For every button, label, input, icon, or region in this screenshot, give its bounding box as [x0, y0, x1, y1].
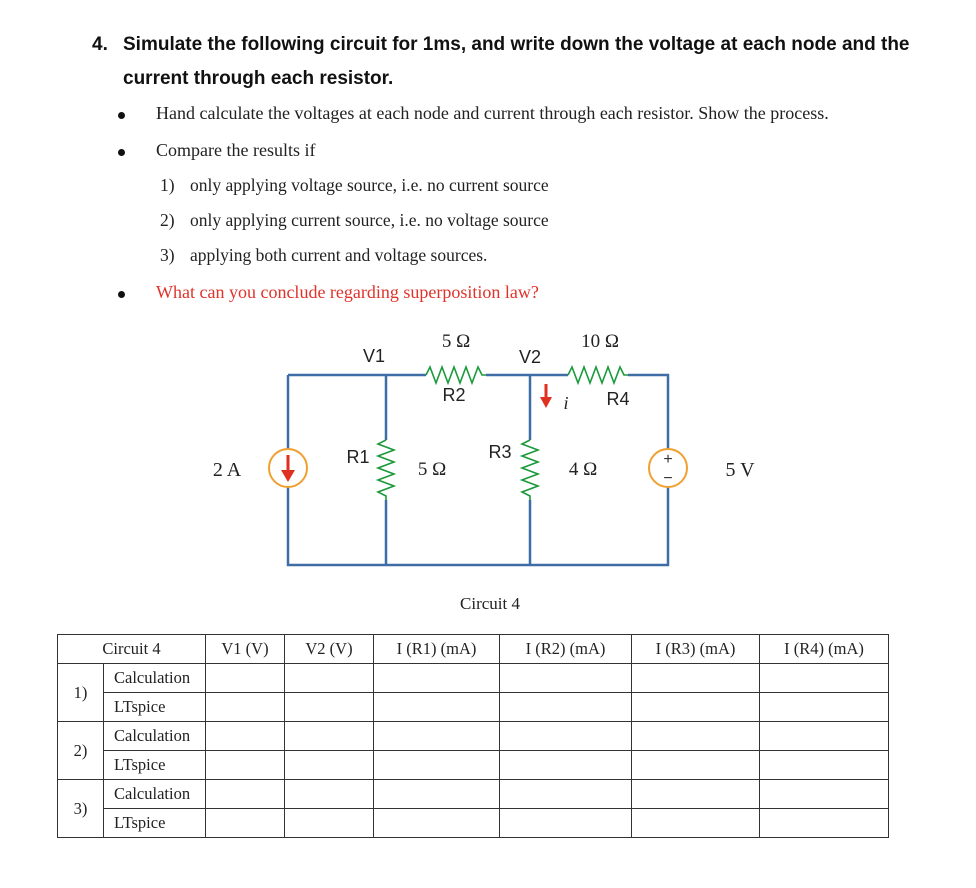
resistor-r2: [426, 367, 486, 383]
table-cell[interactable]: [760, 722, 889, 751]
bullet-text: Compare the results if: [156, 140, 316, 160]
table-cell[interactable]: [206, 693, 285, 722]
label-r2-name: R2: [442, 385, 466, 405]
resistor-r4: [568, 367, 628, 383]
minus-sign: −: [663, 470, 673, 487]
label-v1: V1: [362, 346, 386, 366]
table-cell[interactable]: [632, 809, 760, 838]
row-label: LTspice: [104, 809, 206, 838]
group-label: 3): [58, 780, 104, 838]
table-cell[interactable]: [760, 780, 889, 809]
circuit-caption: Circuit 4: [460, 594, 520, 613]
header-ir4: I (R4) (mA): [760, 635, 889, 664]
table-cell[interactable]: [374, 664, 500, 693]
table-row: [58, 780, 889, 809]
table-cell[interactable]: [374, 693, 500, 722]
header-ir2: I (R2) (mA): [500, 635, 632, 664]
table-cell[interactable]: [206, 780, 285, 809]
table-row: [58, 751, 889, 780]
table-cell[interactable]: [500, 809, 632, 838]
table-row: [58, 693, 889, 722]
results-table: [57, 634, 889, 838]
table-cell[interactable]: [760, 664, 889, 693]
table-row: [58, 809, 889, 838]
header-v2: V2 (V): [285, 635, 374, 664]
table-cell[interactable]: [632, 693, 760, 722]
table-cell[interactable]: [285, 664, 374, 693]
sub-item-number: 1): [160, 175, 175, 195]
row-label: Calculation: [104, 722, 206, 751]
bullet-text: Hand calculate the voltages at each node and current through each resistor. Show the process.: [156, 103, 829, 123]
label-r1-name: R1: [346, 447, 370, 467]
table-cell[interactable]: [632, 751, 760, 780]
table-cell[interactable]: [632, 664, 760, 693]
resistor-r3: [522, 440, 538, 500]
sub-item-number: 3): [160, 245, 175, 265]
resistor-r1: [378, 440, 394, 500]
label-r4-value: 10 Ω: [581, 331, 619, 352]
sub-item-text: only applying voltage source, i.e. no current source: [190, 175, 549, 195]
table-cell[interactable]: [374, 722, 500, 751]
plus-sign: +: [663, 451, 673, 468]
wire-top-right: [628, 375, 668, 449]
table-cell[interactable]: [206, 751, 285, 780]
table-cell[interactable]: [285, 780, 374, 809]
conclusion-question: What can you conclude regarding superposition law?: [156, 282, 539, 302]
table-cell[interactable]: [285, 751, 374, 780]
table-cell[interactable]: [206, 664, 285, 693]
label-current-i: i: [563, 393, 569, 413]
table-cell[interactable]: [632, 722, 760, 751]
header-ir3: I (R3) (mA): [632, 635, 760, 664]
table-cell[interactable]: [206, 809, 285, 838]
group-label: 2): [58, 722, 104, 780]
row-label: LTspice: [104, 693, 206, 722]
table-row: [58, 664, 889, 693]
row-label: Calculation: [104, 780, 206, 809]
table-cell[interactable]: [760, 751, 889, 780]
table-cell[interactable]: [500, 751, 632, 780]
label-r1-value: 5 Ω: [417, 459, 447, 480]
label-r4-name: R4: [606, 389, 630, 409]
table-cell[interactable]: [285, 809, 374, 838]
wire-left-bottom: [288, 487, 668, 565]
sub-item-text: only applying current source, i.e. no voltage source: [190, 210, 549, 230]
table-cell[interactable]: [374, 809, 500, 838]
table-cell[interactable]: [500, 693, 632, 722]
label-voltage-source: 5 V: [725, 459, 755, 481]
header-ir1: I (R1) (mA): [374, 635, 500, 664]
table-cell[interactable]: [374, 780, 500, 809]
label-r3-name: R3: [488, 442, 512, 462]
table-cell[interactable]: [760, 693, 889, 722]
sub-item-text: applying both current and voltage sources.: [190, 245, 488, 265]
row-label: Calculation: [104, 664, 206, 693]
current-arrow-icon: [540, 384, 552, 408]
label-r2-value: 5 Ω: [441, 331, 471, 352]
group-label: 1): [58, 664, 104, 722]
table-cell[interactable]: [500, 780, 632, 809]
current-source: [269, 449, 307, 487]
label-r3-value: 4 Ω: [568, 459, 598, 480]
sub-item-number: 2): [160, 210, 175, 230]
header-v1: V1 (V): [206, 635, 285, 664]
question-title: Simulate the following circuit for 1ms, and write down the voltage at each node and the current through each resistor.: [123, 34, 910, 89]
table-cell[interactable]: [500, 664, 632, 693]
table-cell[interactable]: [632, 780, 760, 809]
label-current-source: 2 A: [212, 459, 242, 481]
label-v2: V2: [518, 347, 542, 367]
table-cell[interactable]: [285, 693, 374, 722]
row-label: LTspice: [104, 751, 206, 780]
question-number: 4.: [92, 34, 108, 55]
table-cell[interactable]: [760, 809, 889, 838]
table-cell[interactable]: [206, 722, 285, 751]
table-cell[interactable]: [285, 722, 374, 751]
header-circuit: Circuit 4: [58, 635, 206, 664]
table-cell[interactable]: [374, 751, 500, 780]
table-row: [58, 722, 889, 751]
table-cell[interactable]: [500, 722, 632, 751]
voltage-source: [649, 449, 687, 487]
table-header-row: [58, 635, 889, 664]
